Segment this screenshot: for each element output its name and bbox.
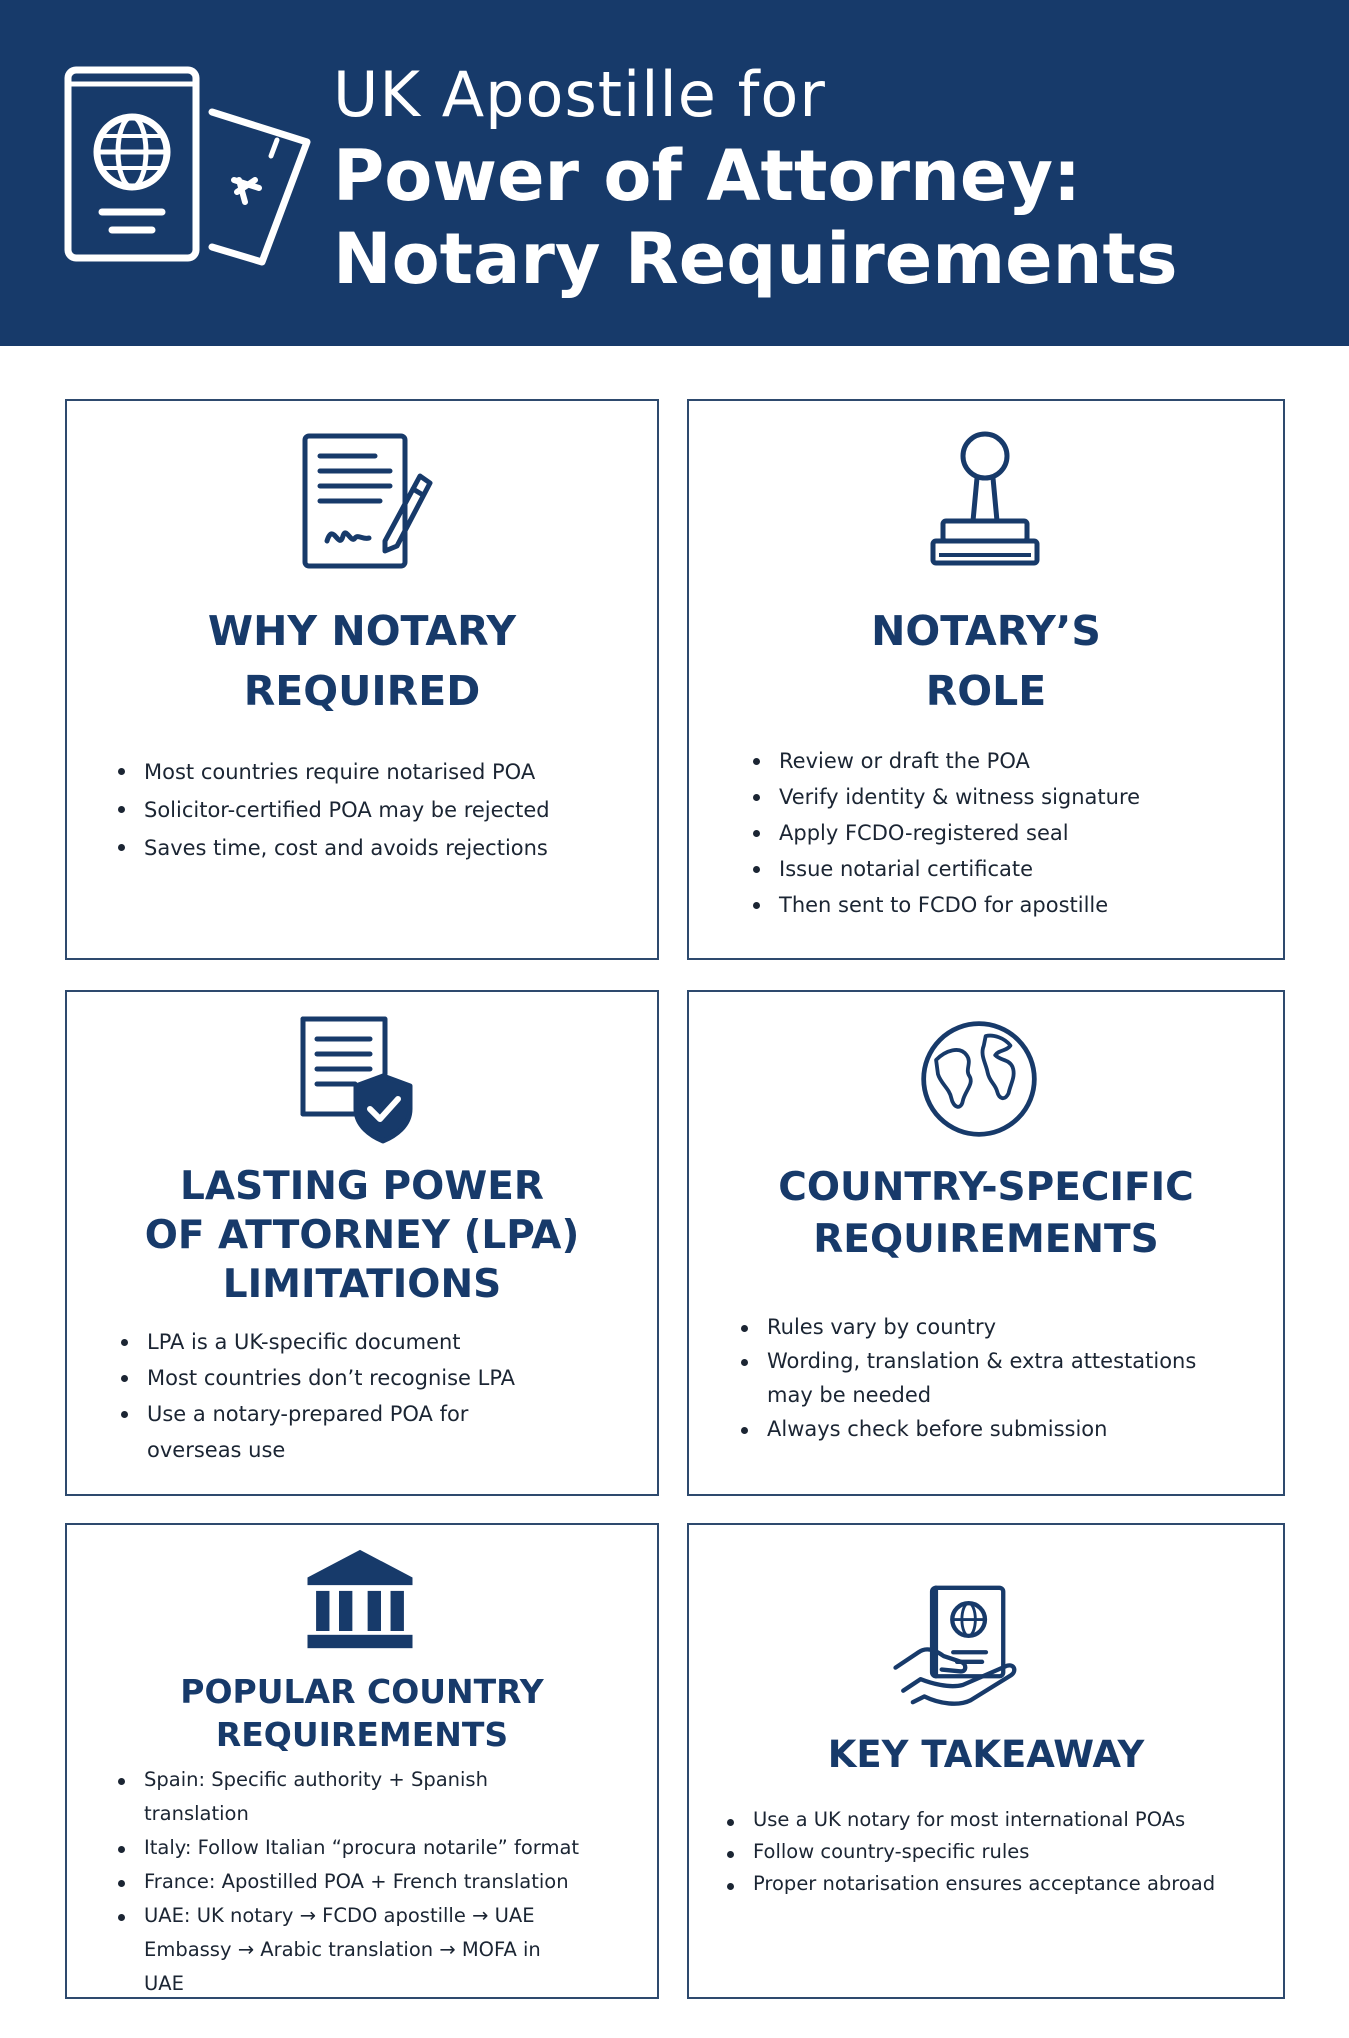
government-building-icon: [301, 1547, 419, 1652]
bullet-list: [115, 1324, 535, 1468]
signed-document-pen-icon: [295, 431, 435, 571]
list-item: Use a UK notary for most international POAs: [721, 1804, 1271, 1836]
list-item: Proper notarisation ensures acceptance abroad: [721, 1868, 1271, 1900]
list-item: Review or draft the POA: [747, 743, 1267, 779]
document-shield-icon: [295, 1014, 415, 1144]
card-title: LASTING POWER OF ATTORNEY (LPA) LIMITATIONS: [144, 1164, 580, 1307]
card-key-takeaway: [687, 1523, 1285, 1999]
card-title: NOTARY’S ROLE: [871, 607, 1101, 715]
list-item: Most countries don’t recognise LPA: [115, 1360, 535, 1396]
page-header: [0, 0, 1349, 346]
list-item: Then sent to FCDO for apostille: [747, 887, 1267, 923]
list-item: France: Apostilled POA + French translation: [112, 1865, 582, 1899]
list-item: Verify identity & witness signature: [747, 779, 1267, 815]
bullet-list: [112, 1763, 582, 2001]
list-item: Saves time, cost and avoids rejections: [112, 829, 632, 867]
list-item: Italy: Follow Italian “procura notarile” format: [112, 1831, 582, 1865]
bullet-list: [747, 743, 1267, 923]
passport-ticket-icon: [62, 62, 312, 272]
list-item: LPA is a UK-specific document: [115, 1324, 535, 1360]
card-notarys-role: [687, 399, 1285, 960]
bullet-list: [735, 1310, 1235, 1446]
bullet-list: [721, 1804, 1271, 1900]
list-item: Follow country-specific rules: [721, 1836, 1271, 1868]
card-title: COUNTRY-SPECIFIC REQUIREMENTS: [778, 1165, 1194, 1262]
list-item: Issue notarial certificate: [747, 851, 1267, 887]
hand-passport-icon: [889, 1583, 1029, 1708]
card-title: KEY TAKEAWAY: [827, 1733, 1145, 1776]
page-title-line-3: Notary Requirements: [333, 218, 1178, 300]
globe-icon: [917, 1017, 1041, 1141]
card-title: POPULAR COUNTRY REQUIREMENTS: [180, 1672, 544, 1754]
card-country-specific-requirements: [687, 990, 1285, 1496]
list-item: Apply FCDO-registered seal: [747, 815, 1267, 851]
stamp-icon: [925, 431, 1045, 571]
list-item: Rules vary by country: [735, 1310, 1235, 1344]
card-popular-country-requirements: [65, 1523, 659, 1999]
list-item: Wording, translation & extra attestations may be needed: [735, 1344, 1235, 1412]
list-item: Use a notary-prepared POA for overseas use: [115, 1396, 535, 1468]
list-item: Spain: Specific authority + Spanish translation: [112, 1763, 582, 1831]
card-lpa-limitations: [65, 990, 659, 1496]
card-title: WHY NOTARY REQUIRED: [207, 607, 517, 715]
list-item: UAE: UK notary → FCDO apostille → UAE Embassy → Arabic translation → MOFA in UAE: [112, 1899, 582, 2001]
page-title-line-2: Power of Attorney:: [333, 135, 1081, 217]
bullet-list: [112, 753, 632, 867]
list-item: Most countries require notarised POA: [112, 753, 632, 791]
page-title-line-1: UK Apostille for: [333, 58, 826, 131]
card-why-notary-required: [65, 399, 659, 960]
list-item: Always check before submission: [735, 1412, 1235, 1446]
list-item: Solicitor-certified POA may be rejected: [112, 791, 632, 829]
